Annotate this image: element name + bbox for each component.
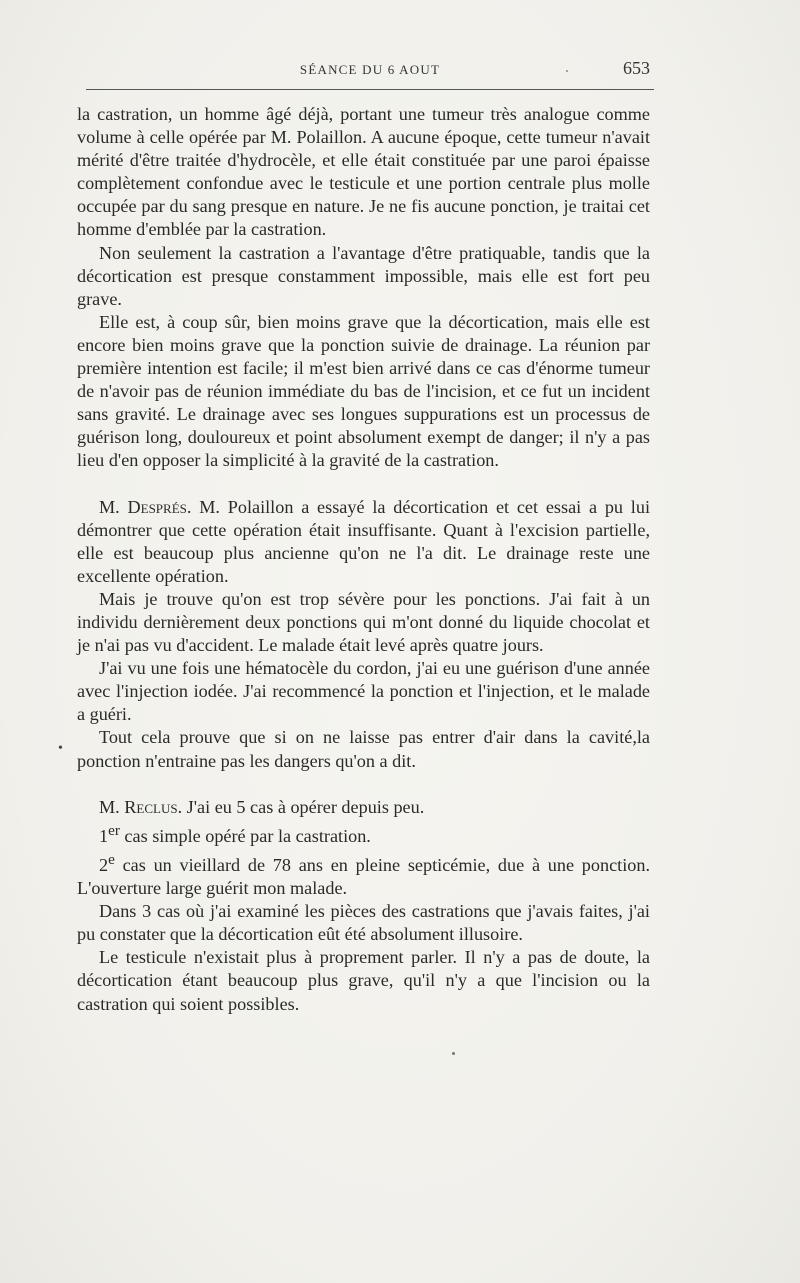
- paragraph: Elle est, à coup sûr, bien moins grave que la décortication, mais elle est encore bien moins grave que la ponction suivie de drainage. La réunion par première intention est facile; il m'est bien arrivé dans ce cas d'énorme tumeur de n'avoir pas de réunion immédiate du bas de l'incision, et ce fut un incident sans gravité. Le drainage avec ses longues suppurations est un processus de guérison long, douloureux et point absolument exempt de danger; il n'y a pas lieu d'en opposer la simplicité à la gravité de la castration.: [77, 311, 650, 471]
- paragraph: Mais je trouve qu'on est trop sévère pour les ponctions. J'ai fait à un individu dernièrement deux ponctions qui m'ont donné du liquide chocolat et je n'ai pas vu d'accident. Le malade était levé après quatre jours.: [77, 588, 650, 656]
- speaker-text: M. Polaillon a essayé la décortication et cet essai a pu lui démontrer que cette opération était insuffisante. Quant à l'excision partielle, elle est beaucoup plus ancienne qu'on ne l'a dit. Le drainage reste une excellente opération.: [77, 496, 651, 586]
- reclus-intervention: [77, 796, 650, 819]
- header-rule: [86, 89, 654, 90]
- margin-mark: •: [58, 741, 63, 756]
- paragraph: J'ai vu une fois une hématocèle du cordon, j'ai eu une guérison d'une année avec l'injection iodée. J'ai recommencé la ponction et l'injection, et le malade a guéri.: [77, 658, 650, 725]
- case-item: 1er cas simple opéré par la castration.: [99, 821, 371, 846]
- paragraph: Le testicule n'existait plus à proprement parler. Il n'y a pas de doute, la décortication étant beaucoup plus grave, qu'il n'y a que l'incision ou la castration qui soient possibles.: [77, 947, 650, 1014]
- print-speck: [452, 1052, 455, 1055]
- paragraph: Non seulement la castration a l'avantage d'être pratiquable, tandis que la décortication est presque constamment impossible, mais elle est fort peu grave.: [77, 242, 650, 309]
- page-number: 653: [623, 58, 650, 78]
- speaker-name: M. Després.: [99, 496, 192, 517]
- page-header: [90, 58, 650, 82]
- paragraph: Dans 3 cas où j'ai examiné les pièces des castrations que j'avais faites, j'ai pu constater que la décortication eût été absolument illusoire.: [77, 901, 650, 945]
- speaker-name: M. Reclus.: [99, 796, 183, 817]
- paragraph: la castration, un homme âgé déjà, portant une tumeur très analogue comme volume à celle opérée par M. Polaillon. A aucune époque, cette tumeur n'avait mérité d'être traitée d'hydrocèle, et elle était constituée par une paroi épaisse complètement confondue avec le testicule et une portion centrale plus molle occupée par du sang presque en nature. Je ne fis aucune ponction, je traitai cet homme d'emblée par la castration.: [77, 104, 650, 240]
- case-item: 2e cas un vieillard de 78 ans en pleine septicémie, due à une ponction. L'ouverture large guérit mon malade.: [77, 850, 650, 899]
- despres-intervention: [77, 496, 650, 588]
- header-speck: [566, 70, 568, 72]
- body-text: [77, 103, 650, 1016]
- paragraph: Tout cela prouve que si on ne laisse pas entrer d'air dans la cavité,la ponction n'entraine pas les dangers qu'on a dit.: [77, 727, 650, 771]
- running-title: SÉANCE DU 6 AOUT: [299, 62, 441, 77]
- speaker-text: J'ai eu 5 cas à opérer depuis peu.: [186, 796, 425, 817]
